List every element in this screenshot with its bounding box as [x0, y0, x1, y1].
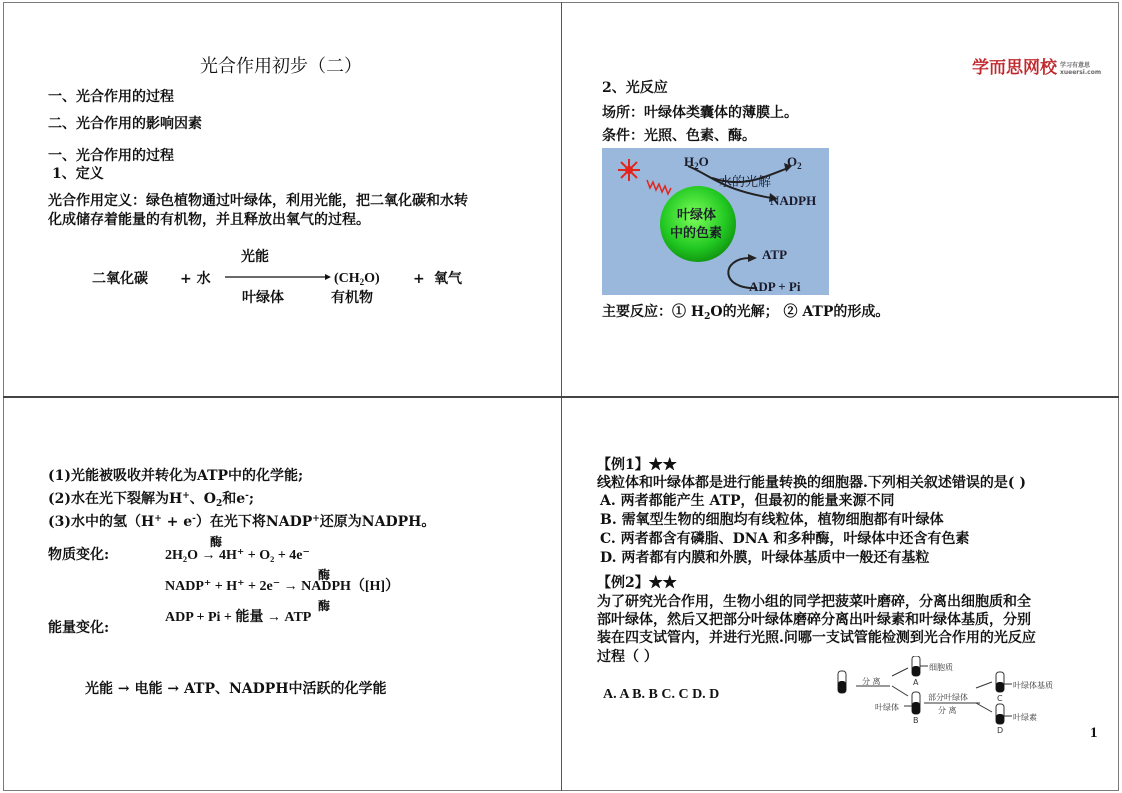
separate-label-1: 分 离: [862, 677, 881, 686]
slide-title: 光合作用初步（二）: [200, 56, 362, 77]
example-1-question: 线粒体和叶绿体都是进行能量转换的细胞器.下列相关叙述错误的是( ): [597, 475, 1026, 491]
energy-change-label: 能量变化:: [48, 620, 110, 636]
enzyme-label-3: 酶: [318, 599, 331, 613]
sphere-label-2: 中的色素: [670, 226, 723, 241]
product-formula: $(CH_2O)$: [334, 271, 380, 287]
below-arrow-label: 叶绿体: [242, 290, 284, 306]
reactant-water: + 水: [180, 271, 211, 287]
tube-d: D: [997, 726, 1004, 735]
example-2-options: A. A B. B C. C D. D: [603, 687, 720, 702]
reactant-co2: 二氧化碳: [92, 271, 148, 287]
light-reaction-heading: 2、光反应: [602, 80, 668, 96]
tube-c: C: [997, 694, 1003, 703]
enzyme-label-2: 酶: [318, 568, 331, 582]
tube-b: B: [913, 716, 919, 725]
product-oxygen: 氧气: [434, 271, 462, 287]
example-1-option-c: C. 两者都含有磷脂、DNA 和多种酶，叶绿体中还含有色素: [600, 531, 970, 547]
conditions-text: 条件：光照、色素、酶。: [602, 128, 756, 144]
sphere-label-1: 叶绿体: [677, 208, 717, 223]
example-2-line-3: 装在四支试管内，并进行光照.问哪一支试管能检测到光合作用的光反应: [597, 630, 1036, 646]
test-tube-figure: [830, 656, 1070, 736]
example-2-line-4: 过程（ ）: [597, 649, 658, 665]
point-3: (3)水中的氢（H+ + e-）在光下将NADP+还原为NADPH。: [48, 514, 436, 530]
label-photolysis: 水的光解: [719, 175, 772, 190]
example-1-option-b: B. 需氧型生物的细胞均有线粒体，植物细胞都有叶绿体: [600, 512, 944, 528]
example-2-label: 【例2】★★: [597, 575, 677, 591]
equation-1: 2H₂O → 4H⁺ + O₂ + 4e⁻: [165, 548, 310, 563]
enzyme-label-1: 酶: [210, 535, 223, 549]
example-2-line-2: 部叶绿体，然后又把部分叶绿体磨碎分离出叶绿素和叶绿体基质，分别: [597, 612, 1031, 628]
example-1-option-d: D. 两者都有内膜和外膜，叶绿体基质中一般还有基粒: [600, 550, 930, 566]
energy-flow: 光能 → 电能 → ATP、NADPH中活跃的化学能: [85, 681, 387, 697]
point-2: (2)水在光下裂解为H+、$O_2$和e-;: [48, 491, 255, 509]
above-arrow-label: 光能: [241, 249, 269, 265]
example-1-label: 【例1】★★: [597, 457, 677, 473]
light-wave-icon: [647, 180, 671, 194]
xueersi-logo: 学而思网校 学习有意思 xueersi.com: [972, 58, 1102, 78]
partial-chloroplast-label: 部分叶绿体: [928, 693, 968, 702]
label-atp: ATP: [762, 247, 788, 262]
horizontal-divider: [3, 396, 1119, 398]
tube-a: A: [913, 678, 919, 687]
main-reactions: 主要反应：① $H_2O$的光解； ② ATP的形成。: [602, 304, 890, 322]
label-o2: $O_2$: [787, 154, 802, 171]
location-text: 场所：叶绿体类囊体的薄膜上。: [602, 105, 798, 121]
point-1: (1)光能被吸收并转化为ATP中的化学能;: [48, 468, 304, 484]
label-adp-pi: ADP + Pi: [749, 279, 801, 294]
definition-line-2: 化成储存着能量的有机物，并且释放出氧气的过程。: [48, 212, 370, 228]
tube-c-label: 叶绿体基质: [1013, 681, 1053, 690]
equation-3: ADP + Pi + 能量 → ATP: [165, 610, 312, 625]
plus-sign: +: [413, 271, 425, 287]
label-nadph: NADPH: [770, 193, 817, 208]
outline-item-1: 一、光合作用的过程: [48, 89, 174, 105]
subheading: 1、定义: [52, 166, 104, 182]
separate-label-2: 分 离: [938, 706, 957, 715]
reaction-arrow-icon: [225, 272, 331, 282]
label-h2o: $H_2O$: [684, 154, 709, 171]
tube-a-label: 细胞质: [929, 663, 953, 672]
example-1-option-a: A. 两者都能产生 ATP，但最初的能量来源不同: [600, 493, 895, 509]
page-number: 1: [1090, 725, 1098, 741]
example-2-line-1: 为了研究光合作用，生物小组的同学把菠菜叶磨碎，分离出细胞质和全: [597, 594, 1031, 610]
sun-icon: [618, 159, 640, 181]
product-label: 有机物: [331, 290, 373, 306]
material-change-label: 物质变化:: [48, 547, 110, 563]
section-heading: 一、光合作用的过程: [48, 148, 174, 164]
light-reaction-diagram: [602, 148, 829, 295]
definition-line-1: 光合作用定义：绿色植物通过叶绿体，利用光能，把二氧化碳和水转: [48, 193, 468, 209]
equation-2: NADP⁺ + H⁺ + 2e⁻ → NADPH（[H]）: [165, 579, 400, 594]
tube-d-label: 叶绿素: [1013, 713, 1037, 722]
outline-item-2: 二、光合作用的影响因素: [48, 116, 202, 132]
chloroplast-label: 叶绿体: [875, 703, 899, 712]
